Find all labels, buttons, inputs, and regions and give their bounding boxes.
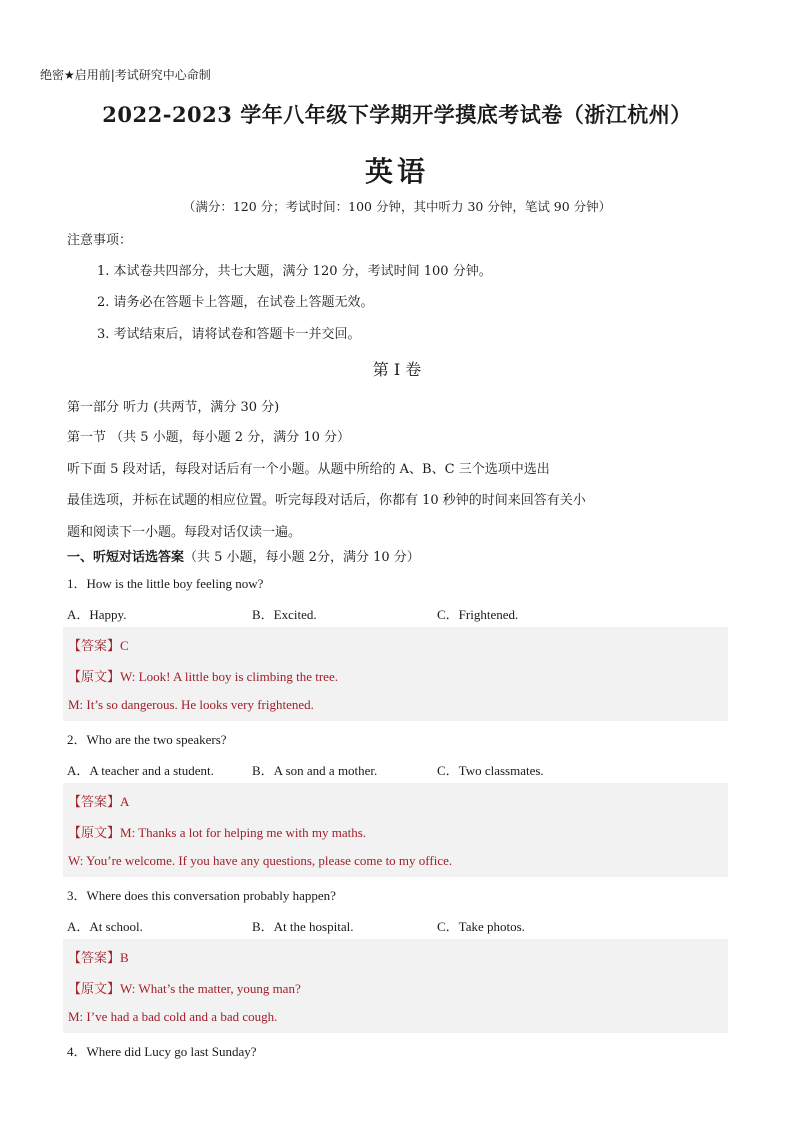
section-heading-plain: （共 5 小题，每小题 2分，满分 10 分）: [184, 550, 420, 565]
answer-value: B: [120, 950, 129, 965]
answer-tag: 【答案】: [68, 795, 121, 810]
option-a: A．At school.: [67, 919, 143, 934]
question-stem: 3．Where does this conversation probably happen?: [67, 888, 336, 903]
instruction-line: 听下面 5 段对话，每段对话后有一个小题。从题中所给的 A、B、C 三个选项中选出: [67, 462, 550, 477]
answer-value: C: [120, 638, 129, 653]
answer-line: [68, 947, 129, 966]
option-a: A．A teacher and a student.: [67, 763, 214, 778]
source-line: [68, 1009, 277, 1025]
source-line: [68, 697, 314, 713]
option-a: A．Happy.: [67, 607, 127, 622]
option-b: B．At the hospital.: [252, 919, 354, 934]
option-c: C．Frightened.: [437, 607, 519, 622]
option-b: B．A son and a mother.: [252, 763, 378, 778]
source-line: [68, 978, 301, 997]
source-tag: 【原文】: [68, 670, 121, 685]
exam-title: 2022-2023 学年八年级下学期开学摸底考试卷（浙江杭州）: [102, 102, 692, 127]
instruction-line: 最佳选项，并标在试题的相应位置。听完每段对话后，你都有 10 秒钟的时间来回答有关小: [67, 493, 586, 508]
instruction-line: 题和阅读下一小题。每段对话仅读一遍。: [67, 525, 302, 540]
source-text: M: Thanks a lot for helping me with my maths.: [120, 825, 367, 840]
source-line: [68, 666, 338, 685]
source-line: [68, 853, 452, 869]
source-text: W: You’re welcome. If you have any questions, please come to my office.: [68, 853, 453, 868]
answer-value: A: [120, 794, 130, 809]
answer-tag: 【答案】: [68, 951, 121, 966]
volume-title: 第 I 卷: [372, 360, 422, 379]
option-c: C．Two classmates.: [437, 763, 544, 778]
answer-tag: 【答案】: [68, 639, 121, 654]
notice-item: 1. 本试卷共四部分，共七大题，满分 120 分，考试时间 100 分钟。: [97, 264, 492, 279]
answer-block: [63, 939, 728, 1033]
source-line: [68, 822, 366, 841]
source-text: W: Look! A little boy is climbing the tree.: [120, 669, 338, 684]
source-text: M: I’ve had a bad cold and a bad cough.: [68, 1009, 278, 1024]
notice-item: 3. 考试结束后，请将试卷和答题卡一并交回。: [97, 327, 361, 342]
source-text: W: What’s the matter, young man?: [120, 981, 301, 996]
answer-block: [63, 783, 728, 877]
part-title: 第一部分 听力 (共两节，满分 30 分): [67, 400, 280, 415]
subject-title: 英语: [364, 155, 429, 188]
question-stem: 1．How is the little boy feeling now?: [67, 576, 264, 591]
question-stem: 2．Who are the two speakers?: [67, 732, 227, 747]
answer-line: [68, 791, 129, 810]
section-title: 第一节 （共 5 小题，每小题 2 分，满分 10 分）: [67, 430, 351, 445]
answer-block: [63, 627, 728, 721]
section-heading: [67, 546, 420, 565]
option-b: B．Excited.: [252, 607, 317, 622]
notice-item: 2. 请务必在答题卡上答题，在试卷上答题无效。: [97, 295, 374, 310]
score-info: （满分：120 分；考试时间：100 分钟，其中听力 30 分钟，笔试 90 分钟）: [182, 199, 612, 214]
source-text: M: It’s so dangerous. He looks very frightened.: [68, 697, 314, 712]
option-c: C．Take photos.: [437, 919, 525, 934]
source-tag: 【原文】: [68, 982, 121, 997]
question-stem: 4．Where did Lucy go last Sunday?: [67, 1044, 257, 1059]
confidential-label: 绝密★启用前|考试研究中心命制: [40, 68, 211, 82]
notice-label: 注意事项：: [67, 233, 133, 248]
section-heading-bold: 一、听短对话选答案: [67, 550, 185, 565]
source-tag: 【原文】: [68, 826, 121, 841]
answer-line: [68, 635, 129, 654]
